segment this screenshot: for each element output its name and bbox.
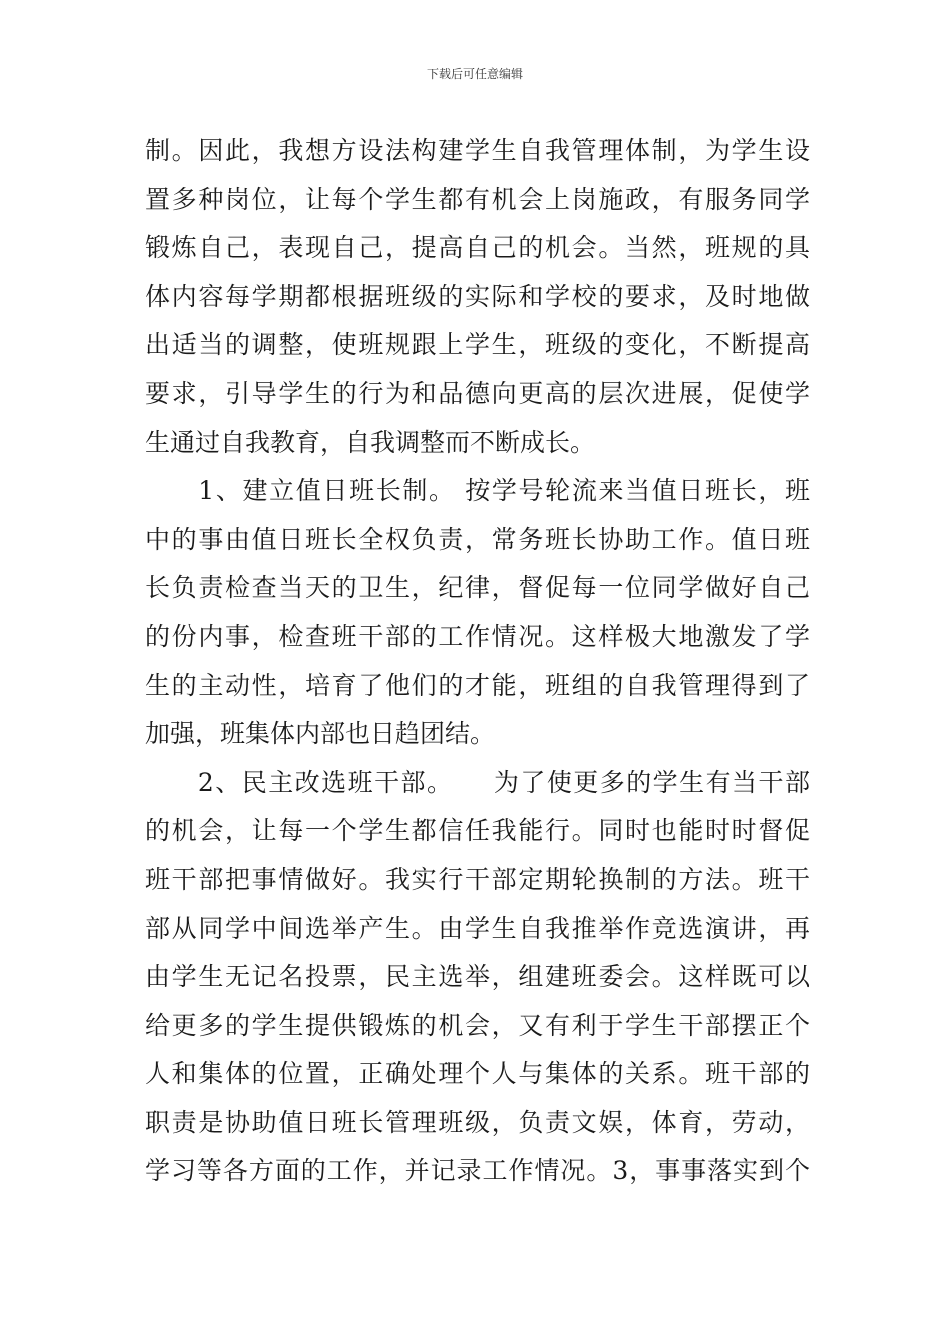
text-line: 加强，班集体内部也日趋团结。	[145, 719, 496, 749]
text-line: 由学生无记名投票，民主选举，组建班委会。这样既可以	[145, 962, 810, 992]
text-line: 要求，引导学生的行为和品德向更高的层次进展，促使学	[145, 378, 810, 408]
text-line: 长负责检查当天的卫生，纪律，督促每一位同学做好自己	[145, 573, 810, 603]
text-line: 生通过自我教育，自我调整而不断成长。	[145, 427, 596, 457]
text-line: 职责是协助值日班长管理班级，负责文娱，体育，劳动，	[145, 1107, 810, 1137]
text-line: 人和集体的位置，正确处理个人与集体的关系。班干部的	[145, 1059, 810, 1089]
text-line: 体内容每学期都根据班级的实际和学校的要求，及时地做	[145, 281, 810, 311]
text-line: 置多种岗位，让每个学生都有机会上岗施政，有服务同学	[145, 184, 810, 214]
text-line: 学习等各方面的工作，并记录工作情况。3，事事落实到个	[145, 1156, 810, 1186]
document-body	[145, 127, 810, 1196]
page-header: 下载后可任意编辑	[426, 67, 523, 81]
text-line: 制。因此，我想方设法构建学生自我管理体制，为学生设	[145, 136, 810, 165]
text-line: 的份内事，检查班干部的工作情况。这样极大地激发了学	[145, 621, 810, 651]
text-line: 的机会，让每一个学生都信任我能行。同时也能时时督促	[145, 816, 810, 846]
text-line: 出适当的调整，使班规跟上学生，班级的变化，不断提高	[145, 330, 810, 360]
text-line: 1、建立值日班长制。 按学号轮流来当值日班长，班	[145, 476, 810, 506]
text-line: 给更多的学生提供锻炼的机会，又有利于学生干部摆正个	[145, 1010, 810, 1040]
text-line: 锻炼自己，表现自己，提高自己的机会。当然，班规的具	[145, 233, 810, 263]
text-line: 部从同学中间选举产生。由学生自我推举作竞选演讲，再	[145, 913, 810, 943]
text-line: 中的事由值日班长全权负责，常务班长协助工作。值日班	[145, 524, 810, 554]
text-line: 班干部把事情做好。我实行干部定期轮换制的方法。班干	[145, 864, 810, 894]
text-line: 生的主动性，培育了他们的才能，班组的自我管理得到了	[145, 670, 810, 700]
text-line: 2、民主改选班干部。 为了使更多的学生有当干部	[145, 767, 810, 797]
